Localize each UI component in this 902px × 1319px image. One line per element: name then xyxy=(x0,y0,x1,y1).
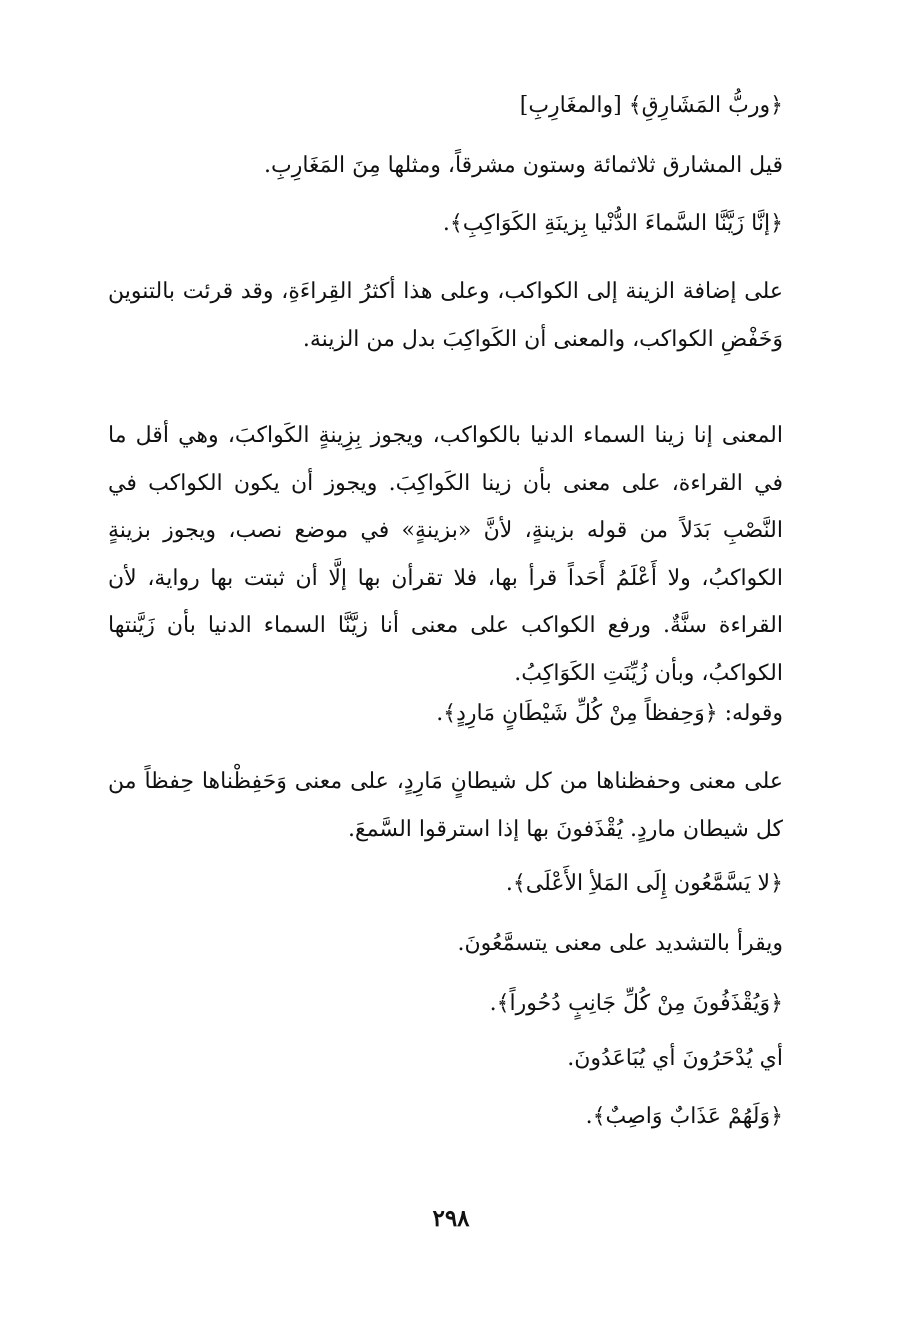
page-number: ٢٩٨ xyxy=(432,1205,470,1232)
paragraph-3: على معنى وحفظناها من كل شيطانٍ مَارِدٍ، على معنى وَحَفِظْناها حِفظاً من كل شيطان ماردٍ. يُقْذَفونَ بها إذا استرقوا السَّمعَ. xyxy=(108,769,783,842)
verse-line: ﴿إنَّا زَيَّنَّا السَّماءَ الدُّنْيا بِزينَةِ الكَوَاكِبِ﴾. xyxy=(442,211,783,236)
verse-line: ﴿وَلَهُمْ عَذَابٌ وَاصِبٌ﴾. xyxy=(585,1104,783,1129)
paragraph-1: على إضافة الزينة إلى الكواكب، وعلى هذا أكثرُ القِراءَةِ، وقد قرئت بالتنوين وَخَفْضِ الكواكب، والمعنى أن الكَواكِبَ بدل من الزينة. xyxy=(108,279,783,352)
verse-heading: ﴿وربُّ المَشَارِقِ﴾ [والمغَارِبِ] xyxy=(519,93,783,118)
verse-line: وقوله: ﴿وَحِفظاً مِنْ كُلِّ شَيْطَانٍ مَارِدٍ﴾. xyxy=(436,701,783,726)
commentary-line: قيل المشارق ثلاثمائة وستون مشرقاً، ومثلها مِنَ المَغَارِبِ. xyxy=(263,153,783,178)
verse-line: ﴿لا يَسَّمَّعُون إِلَى المَلأِ الأَعْلَى﴾. xyxy=(505,871,783,896)
verse-line: ﴿وَيُقْذَفُونَ مِنْ كُلِّ جَانِبٍ دُحُوراً﴾. xyxy=(489,991,783,1016)
commentary-line: ويقرأ بالتشديد على معنى يتسمَّعُونَ. xyxy=(457,931,783,956)
paragraph-2: المعنى إنا زينا السماء الدنيا بالكواكب، ويجوز بِزِينةٍ الكَواكبَ، وهي أقل ما في القراءة، على معنى بأن زينا الكَواكِبَ. ويجوز أن يكون الكواكب في النَّصْبِ بَدَلاً من قوله بزينةٍ، لأنَّ «بزينةٍ» في موضع نصب، ويجوز بزينةٍ الكواكبُ، ولا أَعْلَمُ أَحَداً قرأ بها، فلا تقرأن بها إلَّا أن ثبتت بها رواية، لأن القراءة سنَّةٌ. ورفع الكواكب على معنى أنا زيَّنَّا السماء الدنيا بأن زَيَّنتها الكواكبُ، وبأن زُيِّنَتِ الكَوَاكِبُ. xyxy=(108,423,783,686)
commentary-line: أي يُدْحَرُونَ أي يُبَاعَدُونَ. xyxy=(567,1046,783,1071)
